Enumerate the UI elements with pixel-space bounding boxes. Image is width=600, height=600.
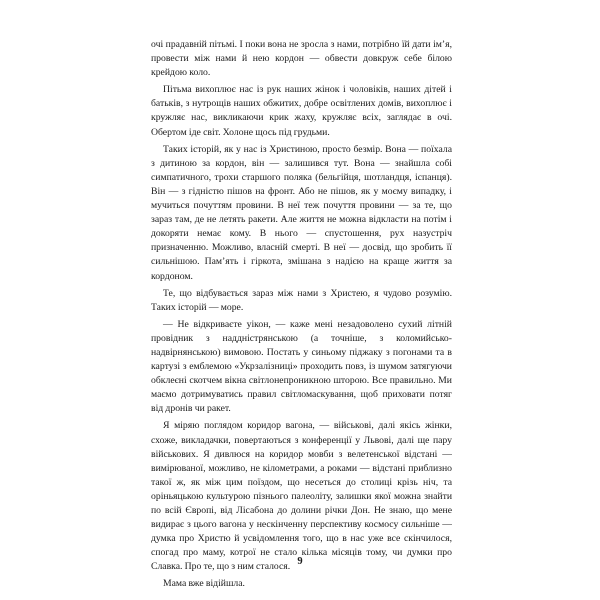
paragraph: — Не відкриваєте уікон, — каже мені незадоволено сухий літній провідник з наддністрянською (а точніше, з коломийсько-надвірнянською) вимовою. Постать у синьому піджаку з погонами та в картузі з емблемою «Укрзалізниці» проходить повз, із шумом затягуючи обклеєні скотчем вікна світлонепроникною шторою. Все правильно. Ми маємо дотримуватись правил світломаскування, щоб приховати потяг від дронів чи ракет. <box>151 318 452 415</box>
paragraph: Пітьма вихоплює нас із рук наших жінок і чоловіків, наших дітей і батьків, з нутрощів наших обжитих, добре освітлених домів, вихоплює і кружляє нас, викликаючи крик жаху, кружляє всіх, заглядає в очі. Обертом іде світ. Холоне щось під грудьми. <box>151 84 452 138</box>
paragraph: Мама вже відійшла. <box>163 578 245 590</box>
paragraph: Те, що відбувається зараз між нами з Христею, я чудово розумію. Таких історій — море. <box>151 287 452 313</box>
page-number: 9 <box>297 556 303 567</box>
paragraph: Я міряю поглядом коридор вагона, — військові, далі якісь жінки, схоже, викладачки, повертаються з конференції у Львові, далі ще пару військових. Я дивлюся на коридор мовби з велетенської відстані — вимірюваної, можливо, не кілометрами, а роками — відстані приблизно такої ж, як між цим поїздом, що несеться до столиці крізь ніч, та оріньяцькою культурою пізнього палеоліту, залишки якої можна знайти по всій Європі, від Лісабона до долини річки Дон. Не знаю, що мене видирає з цього вагона у нескінченну перспективу космосу сильніше — думка про Христю й усвідомлення того, що в нас уже все скінчилося, спогад про маму, котрої не стало кілька місяців тому, чи думки про Славка. Про те, що з ним сталося. <box>151 420 452 573</box>
paragraph: очі прадавній пітьмі. І поки вона не зросла з нами, потрібно їй дати ім’я, провести між нами й нею кордон — обвести довкруж себе білою крейдою коло. <box>151 39 452 79</box>
body-text <box>151 38 452 595</box>
paragraph: Таких історій, як у нас із Христиною, просто безмір. Вона — поїхала з дитиною за кордон, він — залишився тут. Вона — знайшла собі симпатичного, трохи старшого поляка (бельгійця, шотландця, іспанця). Він — з гідністю пішов на фронт. Або не пішов, як у моєму випадку, і мучиться почуттям провини. В неї теж почуття провини — за те, що зараз там, де не летять ракети. Але життя не можна відкласти на потім і докоряти немає кому. В нього — спустошення, рух назустріч призначенню. Можливо, власній смерті. В неї — досвід, що зробить її сильнішою. Пам’ять і гіркота, змішана з надією на краще життя за кордоном. <box>151 143 452 282</box>
